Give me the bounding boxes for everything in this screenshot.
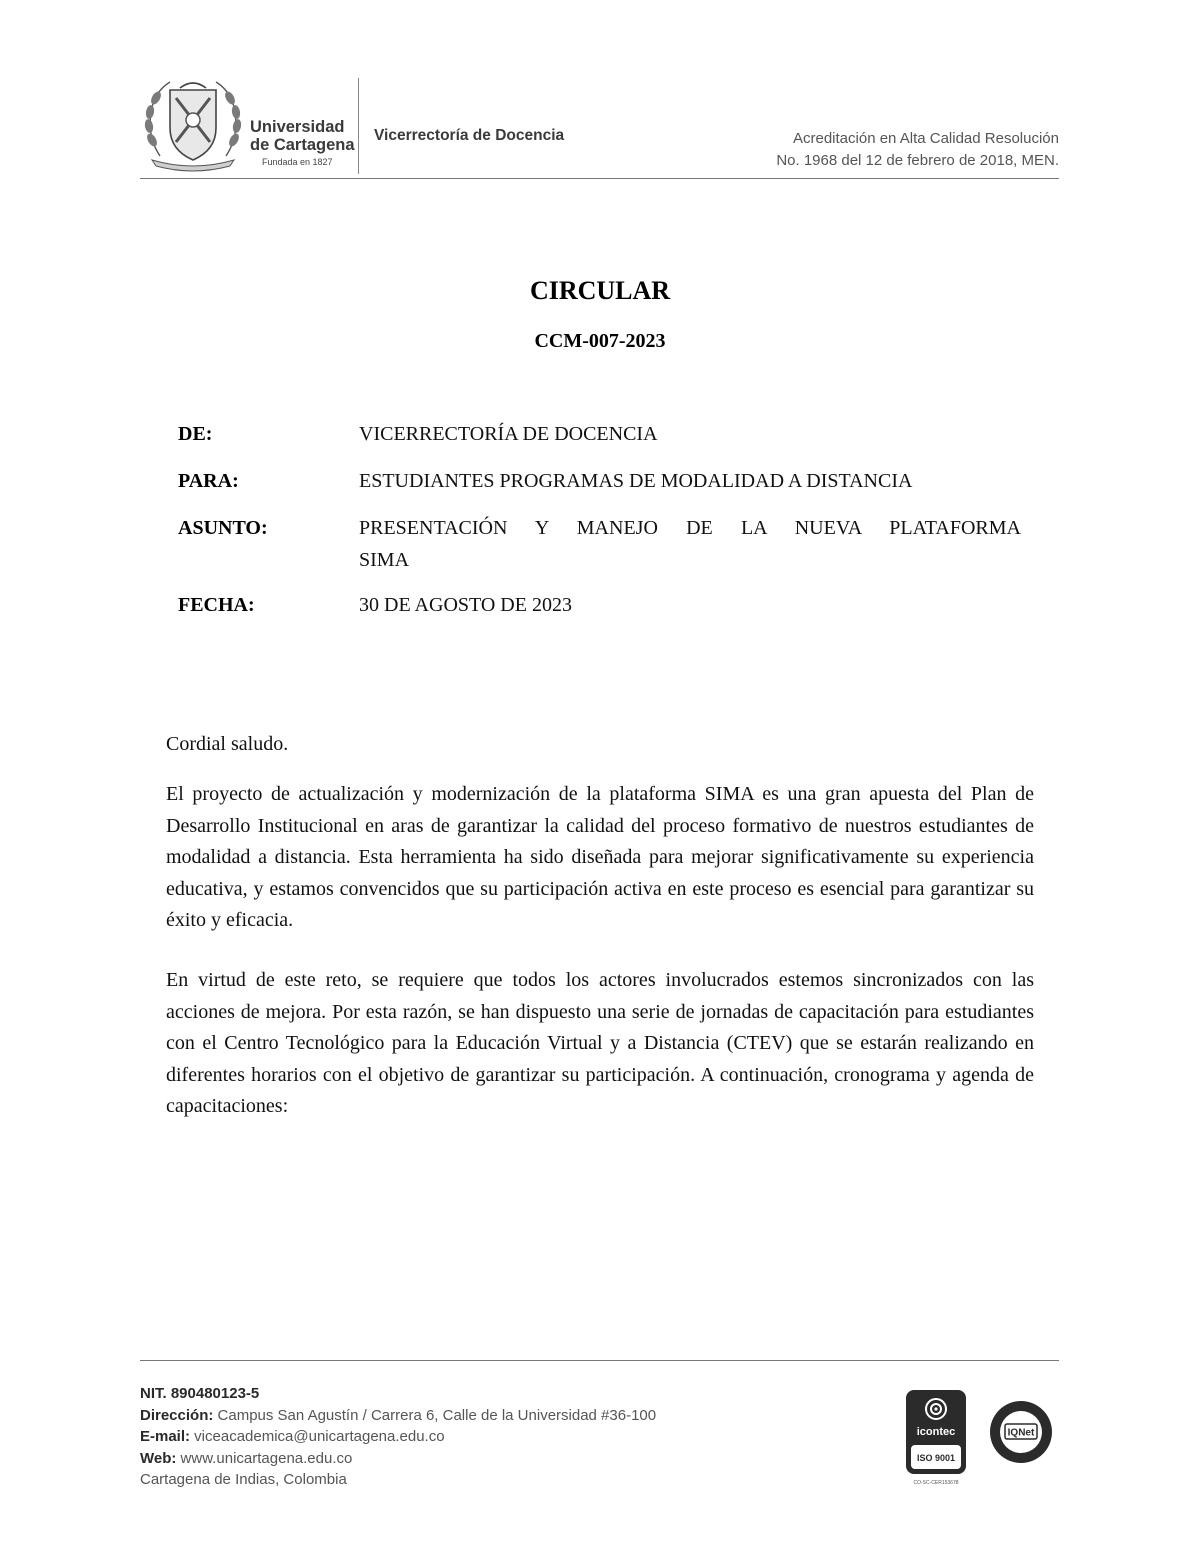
accreditation-note bbox=[776, 128, 1059, 172]
web-link[interactable]: www.unicartagena.edu.co bbox=[176, 1449, 353, 1467]
iso-label: ISO 9001 bbox=[916, 1453, 956, 1463]
address-value: Campus San Agustín / Carrera 6, Calle de la Universidad #36-100 bbox=[213, 1406, 657, 1424]
subject-value-line1: PRESENTACIÓN Y MANEJO DE LA NUEVA PLATAFORMA bbox=[359, 517, 1021, 539]
iso-cert-code: CO-SC-CER153678 bbox=[913, 1480, 959, 1486]
footer-rule bbox=[140, 1360, 1059, 1361]
web-label: Web: bbox=[140, 1449, 177, 1467]
document-type-title: CIRCULAR bbox=[529, 276, 671, 305]
web-line bbox=[140, 1448, 656, 1470]
to-label: PARA: bbox=[178, 470, 239, 492]
icontec-label: icontec bbox=[916, 1426, 956, 1438]
accreditation-line1: Acreditación en Alta Calidad Resolución bbox=[793, 130, 1059, 147]
iqnet-certification-badge bbox=[989, 1400, 1053, 1464]
founded-year: Fundada en 1827 bbox=[262, 157, 333, 167]
subject-value-line2: SIMA bbox=[359, 549, 410, 571]
nit-number: NIT. 890480123-5 bbox=[140, 1385, 260, 1402]
email-line bbox=[140, 1426, 656, 1448]
from-label: DE: bbox=[178, 423, 213, 445]
date-value: 30 DE AGOSTO DE 2023 bbox=[359, 594, 572, 616]
university-name-line1: Universidad bbox=[250, 118, 345, 136]
icontec-iso-certification-badge bbox=[905, 1389, 967, 1487]
university-crest-logo bbox=[140, 76, 246, 172]
header-rule bbox=[140, 178, 1059, 179]
body-paragraph-1: El proyecto de actualización y modernización de la plataforma SIMA es una gran apuesta del Plan de Desarrollo Institucional en aras de garantizar la calidad del proceso formativo de nuestros estudiantes de modalidad a distancia. Esta herramienta ha sido diseñada para mejorar significativamente su experiencia educativa, y estamos convencidos que su participación activa en este proceso es esencial para garantizar su éxito y eficacia. bbox=[166, 783, 1034, 931]
to-value: ESTUDIANTES PROGRAMAS DE MODALIDAD A DISTANCIA bbox=[359, 470, 913, 492]
email-label: E-mail: bbox=[140, 1428, 191, 1445]
address-line bbox=[140, 1405, 656, 1427]
date-label: FECHA: bbox=[178, 594, 255, 616]
email-link[interactable]: viceacademica@unicartagena.edu.co bbox=[190, 1428, 445, 1445]
greeting: Cordial saludo. bbox=[166, 733, 289, 755]
document-code: CCM-007-2023 bbox=[534, 330, 666, 352]
address-label: Dirección: bbox=[140, 1406, 214, 1424]
subject-label: ASUNTO: bbox=[178, 517, 268, 539]
accreditation-line2: No. 1968 del 12 de febrero de 2018, MEN. bbox=[776, 152, 1059, 169]
iqnet-label: IQNet bbox=[1007, 1427, 1035, 1439]
department-name: Vicerrectoría de Docencia bbox=[374, 127, 565, 144]
footer-contact bbox=[140, 1383, 656, 1491]
city-line: Cartagena de Indias, Colombia bbox=[140, 1471, 347, 1488]
from-value: VICERRECTORÍA DE DOCENCIA bbox=[359, 423, 658, 445]
university-name-line2: de Cartagena bbox=[250, 136, 355, 154]
university-name bbox=[250, 118, 355, 154]
header-divider bbox=[358, 78, 359, 174]
body-paragraph-2: En virtud de este reto, se requiere que todos los actores involucrados estemos sincronizados con las acciones de mejora. Por esta razón, se han dispuesto una serie de jornadas de capacitación para estudiantes con el Centro Tecnológico para la Educación Virtual y a Distancia (CTEV) que se estarán realizando en diferentes horarios con el objetivo de garantizar su participación. A continuación, cronograma y agenda de capacitaciones: bbox=[166, 969, 1034, 1117]
